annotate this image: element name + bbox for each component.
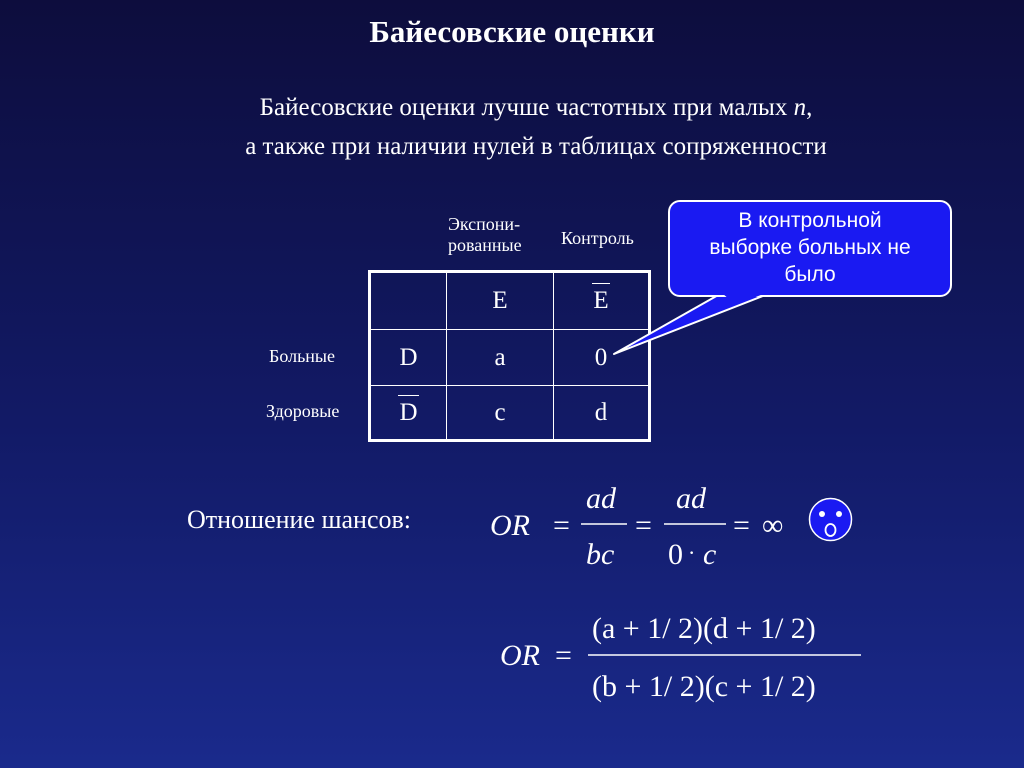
subtitle-comma: ,: [806, 94, 813, 121]
callout-line3: было: [784, 263, 836, 286]
formula1-num2: ad: [676, 482, 706, 515]
slide-title: Байесовские оценки: [369, 14, 655, 49]
formula1-eq3: =: [733, 509, 750, 542]
callout-line1: В контрольной: [738, 209, 882, 232]
formula2-eq: =: [555, 639, 572, 672]
table-head-E: E: [447, 272, 554, 330]
formula1-lhs: OR: [490, 509, 530, 542]
formula1-den2-dot: ·: [688, 540, 696, 565]
subtitle-n: n: [793, 94, 807, 121]
formula1-den2-c: c: [703, 538, 717, 571]
formula1-eq1: =: [553, 509, 570, 542]
formula1-infinity: ∞: [762, 509, 784, 542]
D-bar-symbol: D: [399, 398, 418, 426]
column-header-exposed-line2: рованные: [448, 235, 522, 255]
row-header-healthy: Здоровые: [266, 401, 340, 421]
E-bar-symbol: E: [593, 287, 609, 314]
formula2-numerator: (a + 1/ 2)(d + 1/ 2): [592, 612, 816, 645]
odds-ratio-label: Отношение шансов:: [187, 505, 411, 534]
table-cell-a: a: [447, 330, 554, 386]
formula1-den1: bc: [586, 538, 615, 571]
corrected-odds-ratio-formula: [495, 605, 875, 715]
formula1-num1: ad: [586, 482, 616, 515]
callout-line2: выборке больных не: [709, 236, 911, 259]
odds-ratio-formula: [485, 476, 805, 576]
table-row-D: D: [370, 330, 447, 386]
subtitle-line1: Байесовские оценки лучше частотных при малых: [259, 94, 794, 121]
table-cell-c: c: [447, 386, 554, 441]
table-cell-zero: 0: [554, 330, 650, 386]
column-header-control: Контроль: [561, 228, 634, 248]
formula1-eq2: =: [635, 509, 652, 542]
formula2-lhs: OR: [500, 639, 540, 672]
formula1-den2-zero: 0: [668, 538, 683, 571]
formula2-denominator: (b + 1/ 2)(c + 1/ 2): [592, 670, 816, 703]
table-cell-d: d: [554, 386, 650, 441]
column-header-exposed-line1: Экспони-: [448, 214, 521, 234]
surprised-face-icon: [808, 497, 853, 542]
row-header-sick: Больные: [269, 346, 336, 366]
subtitle-line2: а также при наличии нулей в таблицах сопряженности: [245, 133, 827, 160]
